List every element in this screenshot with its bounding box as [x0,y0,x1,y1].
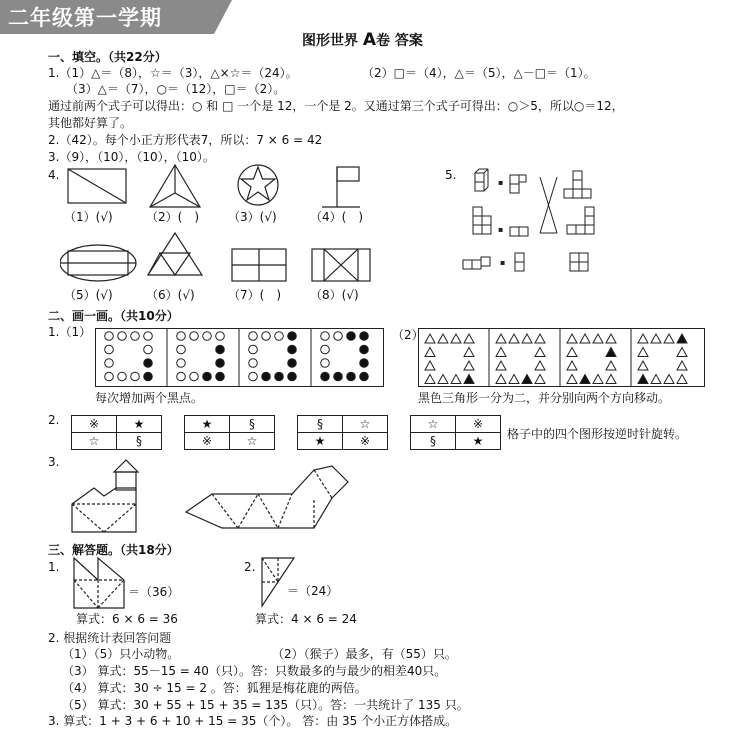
s2-q2-caption: 格子中的四个图形按逆时针旋转。 [507,427,688,441]
grid3-cell: ★ [298,433,343,450]
s3-formula1: 算式：6 × 6 = 36 [76,612,178,626]
dot [360,332,369,341]
grid4-cell: ☆ [411,416,456,433]
triangle-mark [509,334,519,343]
triangle-mark [580,375,590,384]
s3-q2-2: （2）（猴子）最多，有（55）只。 [272,647,457,661]
dot [334,332,343,341]
s1-q4-label: 4. [48,168,60,182]
symbol-grid-1 [71,415,162,450]
triangle-mark [638,361,648,370]
dot [216,359,225,368]
title-post: 卷 答案 [376,33,423,49]
dot [249,372,258,381]
s2-q1-caption1: 每次增加两个黑点。 [95,391,204,405]
section3-heading: 三、解答题。（共18分） [48,543,179,557]
triangle-mark [664,375,674,384]
dot [288,359,297,368]
s1-q2: 2.（42）。每个小正方形代表7，所以：7 × 6 = 42 [48,133,323,147]
grid3-cell: § [298,416,343,433]
grid3-cell: ※ [343,433,388,450]
q4-label-3: （3）(√) [228,210,277,224]
triangle-mark [580,334,590,343]
grid2-cell: ☆ [230,433,275,450]
dot [321,345,330,354]
fig-triangles [148,233,202,275]
matching-lines [540,177,557,233]
triangle-mark [425,375,435,384]
q4-label-8: （8）(√) [310,288,359,302]
dot [131,332,140,341]
dot [105,345,114,354]
dot [216,332,225,341]
q4-label-4: （4）( ) [310,210,363,224]
dot [249,345,258,354]
dot [360,372,369,381]
triangle-mark [593,375,603,384]
triangle-mark [496,375,506,384]
dot [347,372,356,381]
cube-left-5 [463,257,490,269]
s2-q2-label: 2. [48,413,60,427]
triangle-mark [567,375,577,384]
triangle-mark [438,375,448,384]
s3-q2-1: （1）（5）只小动物。 [62,647,180,661]
triangle-mark [438,334,448,343]
section2-heading: 二、画一画。（共10分） [48,309,179,323]
cube-left-6 [515,253,524,271]
dot [321,359,330,368]
s1-q5-label: 5. [445,168,457,182]
s1-q1-b: （2）□＝（4），△＝（5），△－□＝（1）。 [362,66,596,80]
dot [203,332,212,341]
triangle-mark [677,361,687,370]
s1-q1-c: （3）△＝（7），○＝（12），□＝（2）。 [66,82,286,96]
dot [144,332,153,341]
s2-q1-caption2: 黑色三角形一分为二，并分别向两个方向移动。 [418,391,671,405]
dot [288,332,297,341]
dot [360,345,369,354]
q4-label-7: （7）( ) [228,288,281,302]
q4-label-2: （2）( ) [146,210,199,224]
triangle-mark [606,361,616,370]
title-pre: 图形世界 [302,33,358,49]
symbol-grid-3 [297,415,388,450]
dot [144,359,153,368]
s3-q1-label: 1. [48,560,60,574]
triangle-mark [464,361,474,370]
triangle-mark [638,348,648,357]
fig-triangle-center [150,165,200,207]
dot [190,332,199,341]
fig-rect-cross [232,249,286,281]
triangle-mark [496,348,506,357]
s3-q2-5: （5） 算式：30 + 55 + 15 + 35 = 135（只）。答：一共统计了 135 只。 [62,698,469,712]
triangle-mark [677,348,687,357]
dot [144,372,153,381]
grid2-cell: ★ [185,416,230,433]
triangle-mark [425,334,435,343]
triangle-mark [677,375,687,384]
grid3-cell: ☆ [343,416,388,433]
grid4-cell: § [411,433,456,450]
dot [118,372,127,381]
dot-panels [95,328,385,388]
s3-shape-2 [260,556,300,608]
s1-q1-a: 1.（1）△＝（8），☆＝（3），△×☆＝（24）。 [48,66,298,80]
dot [177,345,186,354]
dot [334,372,343,381]
triangle-mark [651,334,661,343]
tangram-swan [182,462,362,532]
grid4-cell: ※ [456,416,501,433]
triangle-mark [593,334,603,343]
dot [262,372,271,381]
dot [249,359,258,368]
fig-ellipse-rect [60,245,136,281]
s3-q2-3: （3） 算式：55－15 = 40（只）。答：只数最多的与最少的相差40只。 [62,664,447,678]
dot [190,372,199,381]
s3-eq2: ＝（24） [287,584,339,598]
s1-q1-note2: 其他都好算了。 [48,116,133,130]
dot [118,332,127,341]
dot [347,332,356,341]
triangle-mark [464,334,474,343]
tangram-house [68,456,158,536]
s2-q1-label2: （2） [392,328,424,342]
q5-cube-matching [455,165,615,280]
dot [177,372,186,381]
grid2-cell: ※ [185,433,230,450]
dot [321,332,330,341]
q4-label-1: （1）(√) [64,210,113,224]
banner-text: 二年级第一学期 [8,6,162,30]
triangle-mark [567,361,577,370]
svg-text:▪: ▪ [500,258,506,267]
triangle-mark [535,375,545,384]
triangle-mark [651,375,661,384]
triangle-mark [638,375,648,384]
triangle-mark [464,348,474,357]
svg-text:▪: ▪ [498,225,504,234]
grid4-cell: ★ [456,433,501,450]
s1-q3: 3.（9），（10），（10），（10）。 [48,150,215,164]
svg-text:▪: ▪ [498,178,504,187]
title-big: A [362,30,377,50]
triangle-mark [606,348,616,357]
grid1-cell: ※ [72,416,117,433]
triangle-mark [522,334,532,343]
dot [360,359,369,368]
cube-right-2 [567,207,594,234]
dot [288,345,297,354]
triangle-mark [664,334,674,343]
dot [288,372,297,381]
dot [144,345,153,354]
triangle-mark [567,334,577,343]
cube-left-2 [510,175,526,193]
dot [105,359,114,368]
triangle-mark [464,375,474,384]
triangle-mark [567,348,577,357]
grid1-cell: § [117,433,162,450]
symbol-grid-2 [184,415,275,450]
triangle-mark [522,375,532,384]
fig-rect-diagonal [68,169,126,203]
dot [131,372,140,381]
cube-right-1 [564,171,591,198]
s3-q1-label2: 2. [244,560,256,574]
s3-shape-1 [72,556,132,611]
triangle-mark [535,361,545,370]
cube-left-1 [475,169,488,191]
fig-rect-x [312,249,370,281]
s2-q1-label: 1.（1） [48,325,92,339]
s3-q3: 3. 算式：1 + 3 + 6 + 10 + 15 = 35（个）。 答：由 35 个小正方体搭成。 [48,714,458,728]
triangle-mark [451,375,461,384]
dot [321,372,330,381]
s3-formula2: 算式：4 × 6 = 24 [255,612,357,626]
triangle-mark [606,375,616,384]
triangle-mark [677,334,687,343]
s3-q2-head: 2. 根据统计表回答问题 [48,631,172,645]
triangle-panels [418,328,706,388]
triangle-mark [496,334,506,343]
triangle-mark [425,361,435,370]
cube-left-3 [473,207,491,234]
triangle-mark [535,334,545,343]
triangle-mark [425,348,435,357]
s3-eq1: ＝（36） [128,585,180,599]
grade-banner [0,0,240,36]
triangle-mark [535,348,545,357]
cube-right-3 [570,253,588,271]
grid1-cell: ★ [117,416,162,433]
q4-label-6: （6）(√) [146,288,195,302]
cube-left-4 [510,227,528,236]
symbol-grid-4 [410,415,501,450]
grid1-cell: ☆ [72,433,117,450]
triangle-mark [509,375,519,384]
grid2-cell: § [230,416,275,433]
dot [275,332,284,341]
dot [105,372,114,381]
triangle-mark [606,334,616,343]
triangle-mark [451,334,461,343]
s1-q1-note1: 通过前两个式子可以得出：○ 和 □ 一个是 12，一个是 2。又通过第三个式子可得出：○＞5，所以○＝12， [48,99,624,113]
fig-star-circle [238,165,278,205]
fig-flag [322,167,360,207]
q4-label-5: （5）(√) [64,288,113,302]
triangle-mark [638,334,648,343]
dot [105,332,114,341]
dot [249,332,258,341]
dot [262,332,271,341]
s3-q2-4: （4） 算式：30 ÷ 15 = 2 。答：狐狸是梅花鹿的两倍。 [62,681,367,695]
dot [275,372,284,381]
triangle-mark [496,361,506,370]
dot [216,372,225,381]
section1-heading: 一、填空。（共22分） [48,50,167,64]
dot [177,359,186,368]
dot [177,332,186,341]
s2-q3-label: 3. [48,455,60,469]
dot [203,372,212,381]
q4-figures [60,163,390,303]
dot [216,345,225,354]
page-title [302,30,423,50]
